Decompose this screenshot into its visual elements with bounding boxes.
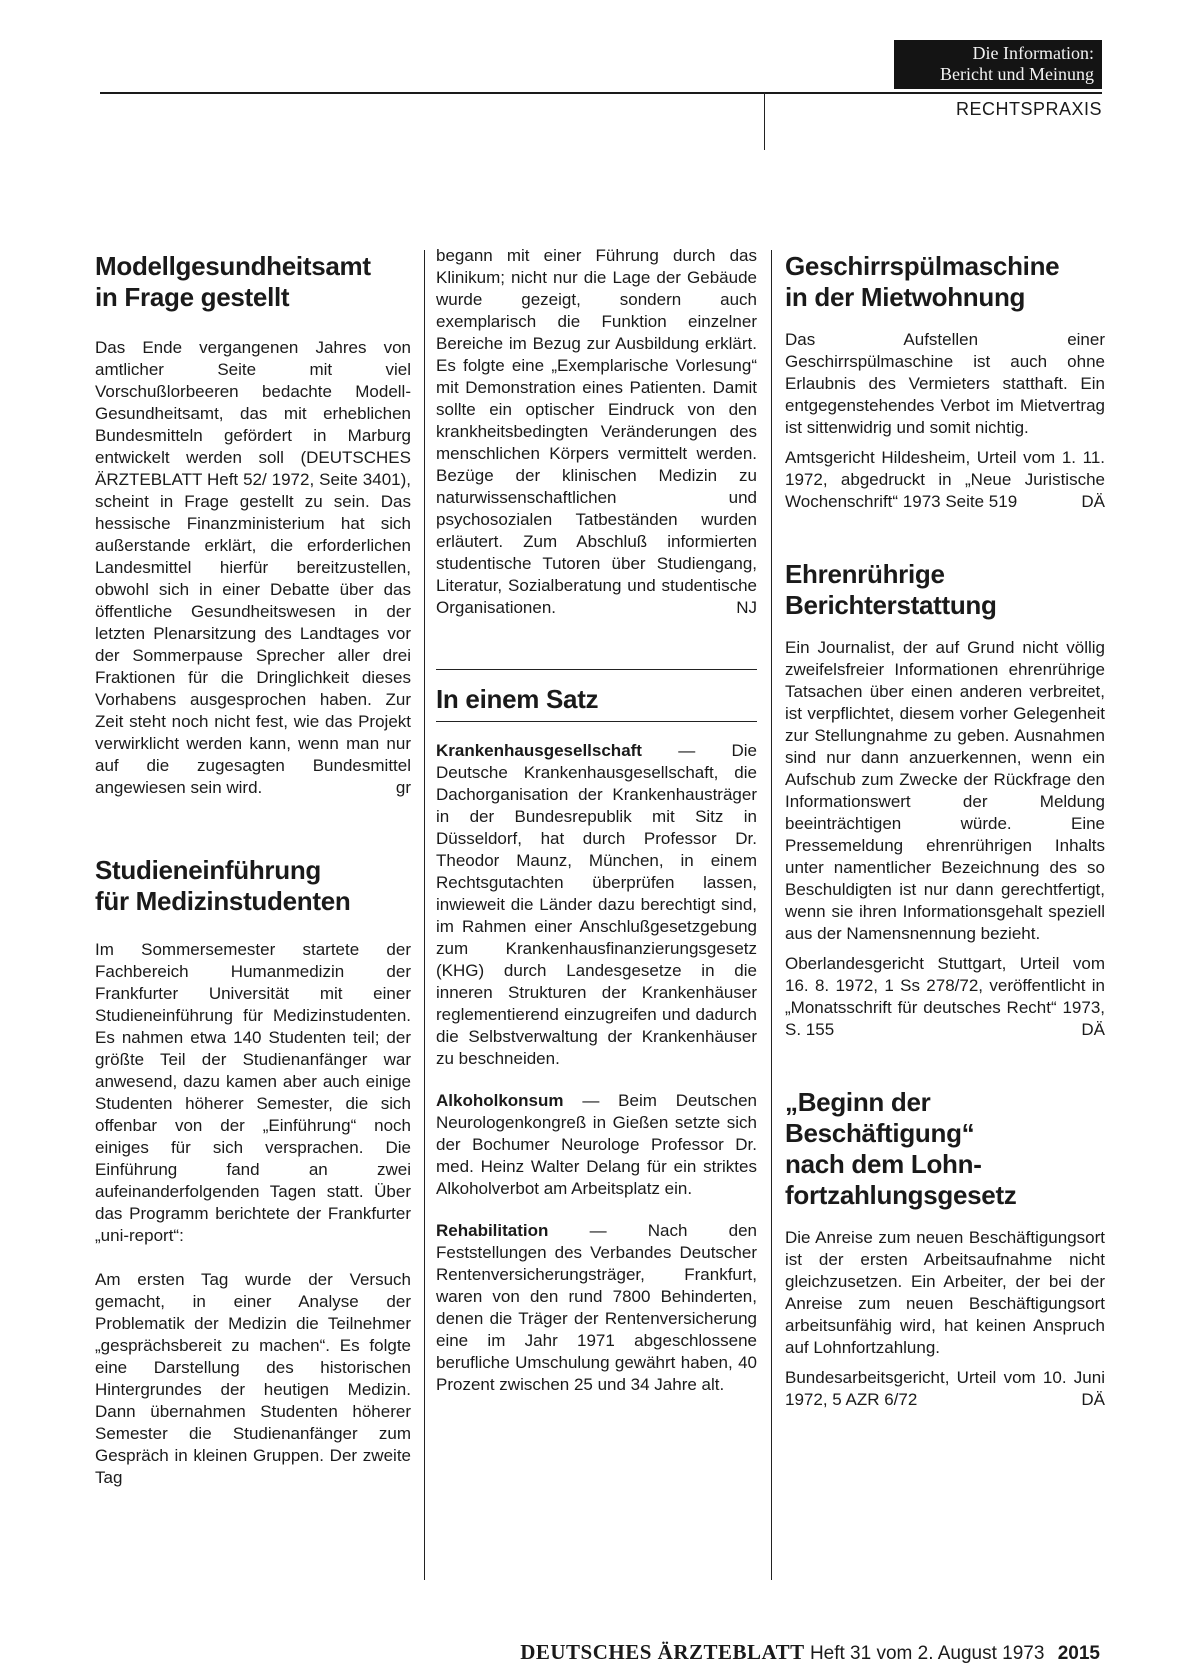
column-2 (436, 245, 757, 1396)
column-divider-2 (771, 250, 772, 1580)
author-signature: DÄ (1081, 492, 1105, 511)
article-body: Die Anreise zum neuen Beschäftigungsort ist der ersten Arbeitsaufnahme nicht gleichzusetzen. Ein Arbeiter, der bei der Anreise zum neuen Beschäftigungsort arbeitsunfähig wird, hat keinen Anspruch auf Lohnfortzahlung. (785, 1228, 1105, 1357)
header-rule (100, 92, 1102, 94)
news-item-lead: Krankenhausgesellschaft (436, 741, 642, 760)
article-modellgesundheitsamt (95, 251, 411, 799)
column-divider-1 (424, 250, 425, 1580)
news-item: Krankenhausgesellschaft — Die Deutsche Krankenhausgesellschaft, die Dachorganisation der Krankenhausträger in der Bundesrepublik mit Sitz in Düsseldorf, hat durch Professor Dr. Theodor Maunz, München, in einem Rechtsgutachten überprüfen lassen, inwieweit die Länder dazu berechtigt sind, im Rahmen einer Anschlußgesetzgebung zum Krankenhausfinanzierungsgesetz (KHG) durch Landesgesetze in die inneren Strukturen der Krankenhäuser reglementierend einzugreifen und dadurch die Selbstverwaltung der Krankenhäuser zu beschneiden. (436, 741, 757, 1068)
news-item-lead: Rehabilitation (436, 1221, 549, 1240)
column-1 (95, 245, 411, 1489)
news-item: Rehabilitation — Nach den Feststellungen des Verbandes Deutscher Rentenversicherungsträger, Frankfurt, waren von den rund 7800 Behinderten, denen die Träger der Rentenversicherung eine im Jahr 1971 abgeschlossene berufliche Umschulung gewährt haben, 40 Prozent zwischen 25 und 34 Jahre alt. (436, 1221, 757, 1394)
article-title: Geschirrspülmaschine in der Mietwohnung (785, 251, 1060, 312)
article-body: Im Sommersemester startete der Fachbereich Humanmedizin der Frankfurter Universität mit einer Studieneinführung für Medizinstudenten. Es nahmen etwa 140 Studenten teil; der größte Teil der Studienanfänger war anwesend, dazu kamen aber auch einige Studenten höherer Semester, die sich offenbar von der „Einführung“ noch einiges für sich versprachen. Die Einführung fand an zwei aufeinanderfolgenden Tagen statt. Über das Programm berichtete der Frankfurter „uni-report“: (95, 940, 411, 1245)
page-footer (470, 1640, 1100, 1665)
author-signature: DÄ (1081, 1020, 1105, 1039)
court-citation: Bundesarbeitsgericht, Urteil vom 10. Juni 1972, 5 AZR 6/72 DÄ (785, 1368, 1105, 1409)
article-body: Das Ende vergangenen Jahres von amtlicher Seite mit viel Vorschußlorbeeren bedachte Modell-Gesundheitsamt, das mit erheblichen Bundesmitteln gefördert in Marburg entwickelt werden soll (DEUTSCHES ÄRZTEBLATT Heft 52/ 1972, Seite 3401), scheint in Frage gestellt zu sein. Das hessische Finanzministerium hat sich außerstande erklärt, die erforderlichen Landesmittel hierfür bereitzustellen, obwohl sich in einer Debatte über das öffentliche Gesundheitswesen in der letzten Plenarsitzung des Landtages vor der Sommerpause Sprecher aller drei Fraktionen für die Dringlichkeit dieses Vorhabens ausgesprochen haben. Zur Zeit steht noch nicht fest, wie das Projekt verwirklicht werden kann, wenn man nur auf die zugesagten Bundesmittel angewiesen sein wird. gr (95, 338, 411, 797)
article-beginn-der-beschaeftigung (785, 1087, 1105, 1411)
section-badge (894, 40, 1102, 89)
badge-line-2: Bericht und Meinung (940, 64, 1094, 84)
article-title: Studieneinführung für Medizinstudenten (95, 855, 351, 916)
article-in-einem-satz (436, 684, 757, 1396)
article-title: „Beginn der Beschäftigung“ nach dem Lohn- fortzahlungsgesetz (785, 1087, 1017, 1210)
article-geschirrspuelmaschine (785, 251, 1105, 513)
header-vertical-rule (764, 92, 765, 150)
author-signature: gr (395, 778, 411, 797)
issue-info: Heft 31 vom 2. August 1973 (809, 1643, 1045, 1664)
court-citation: Amtsgericht Hildesheim, Urteil vom 1. 11. 1972, abgedruckt in „Neue Juristische Wochenschrift“ 1973 Seite 519 DÄ (785, 448, 1105, 511)
article-studieneinfuehrung (95, 855, 411, 1489)
article-body-continued: begann mit einer Führung durch das Klinikum; nicht nur die Lage der Gebäude wurde gezeigt, sondern auch exemplarisch die Funktion einzelner Bereiche im Bezug zur Ausbildung erklärt. Es folgte eine „Exemplarische Vorlesung“ mit Demonstration eines Patienten. Damit sollte ein optischer Eindruck von den krankheitsbedingten Veränderungen des menschlichen Körpers vermittelt werden. Bezüge der klinischen Medizin zu naturwissenschaftlichen und psychosozialen Tatbeständen wurden erläutert. Zum Abschluß informierten studentische Tutoren über Studiengang, Literatur, Sozialberatung und studentische Organisationen. NJ (436, 246, 757, 617)
court-citation: Oberlandesgericht Stuttgart, Urteil vom 16. 8. 1972, 1 Ss 278/72, veröffentlicht in „Monatsschrift für deutsches Recht“ 1973, S. 155 DÄ (785, 954, 1105, 1039)
article-ehrenruehrige-berichterstattung (785, 559, 1105, 1041)
author-signature: DÄ (1081, 1390, 1105, 1409)
article-title: Modellgesundheitsamt in Frage gestellt (95, 251, 371, 312)
news-item: Alkoholkonsum — Beim Deutschen Neurologenkongreß in Gießen setzte sich der Bochumer Neurologe Professor Dr. med. Heinz Walter Delang für ein striktes Alkoholverbot am Arbeitsplatz ein. (436, 1091, 757, 1198)
section-label: RECHTSPRAXIS (955, 99, 1102, 119)
journal-name: DEUTSCHES ÄRZTEBLATT (520, 1640, 805, 1664)
badge-line-1: Die Information: (972, 43, 1094, 63)
article-body: Ein Journalist, der auf Grund nicht völlig zweifelsfreier Informationen ehrenrührige Tatsachen über einen anderen verbreitet, ist verpflichtet, diesem vorher Gelegenheit zur Stellungnahme zu geben. Ausnahmen sind nur dann anzuerkennen, wenn ein Aufschub zum Zwecke der Rückfrage den Informationswert der Meldung beeinträchtigen würde. Eine Pressemeldung ehrenrührigen Inhalts unter namentlicher Bezeichnung des so Beschuldigten ist nur dann gerechtfertigt, wenn sie ihren Informationsgehalt speziell aus der Namensnennung bezieht. (785, 638, 1105, 943)
article-body: Am ersten Tag wurde der Versuch gemacht, in einer Analyse der Problematik der Medizin die Teilnehmer „gesprächsbereit zu machen“. Es folgte eine Darstellung des historischen Hintergrundes der heutigen Medizin. Dann übernahmen Studenten höherer Semester die Studienanfänger zum Gespräch in kleinen Gruppen. Der zweite Tag (95, 1270, 411, 1487)
article-title: In einem Satz (436, 684, 599, 714)
article-body: Das Aufstellen einer Geschirrspülmaschine ist auch ohne Erlaubnis des Vermieters statthaft. Ein entgegenstehendes Verbot im Mietvertrag ist sittenwidrig und somit nichtig. (785, 330, 1105, 437)
column-3 (785, 245, 1105, 1411)
article-title: Ehrenrührige Berichterstattung (785, 559, 997, 620)
page-number: 2015 (1057, 1643, 1100, 1664)
news-item-lead: Alkoholkonsum (436, 1091, 564, 1110)
author-signature: NJ (736, 598, 757, 617)
